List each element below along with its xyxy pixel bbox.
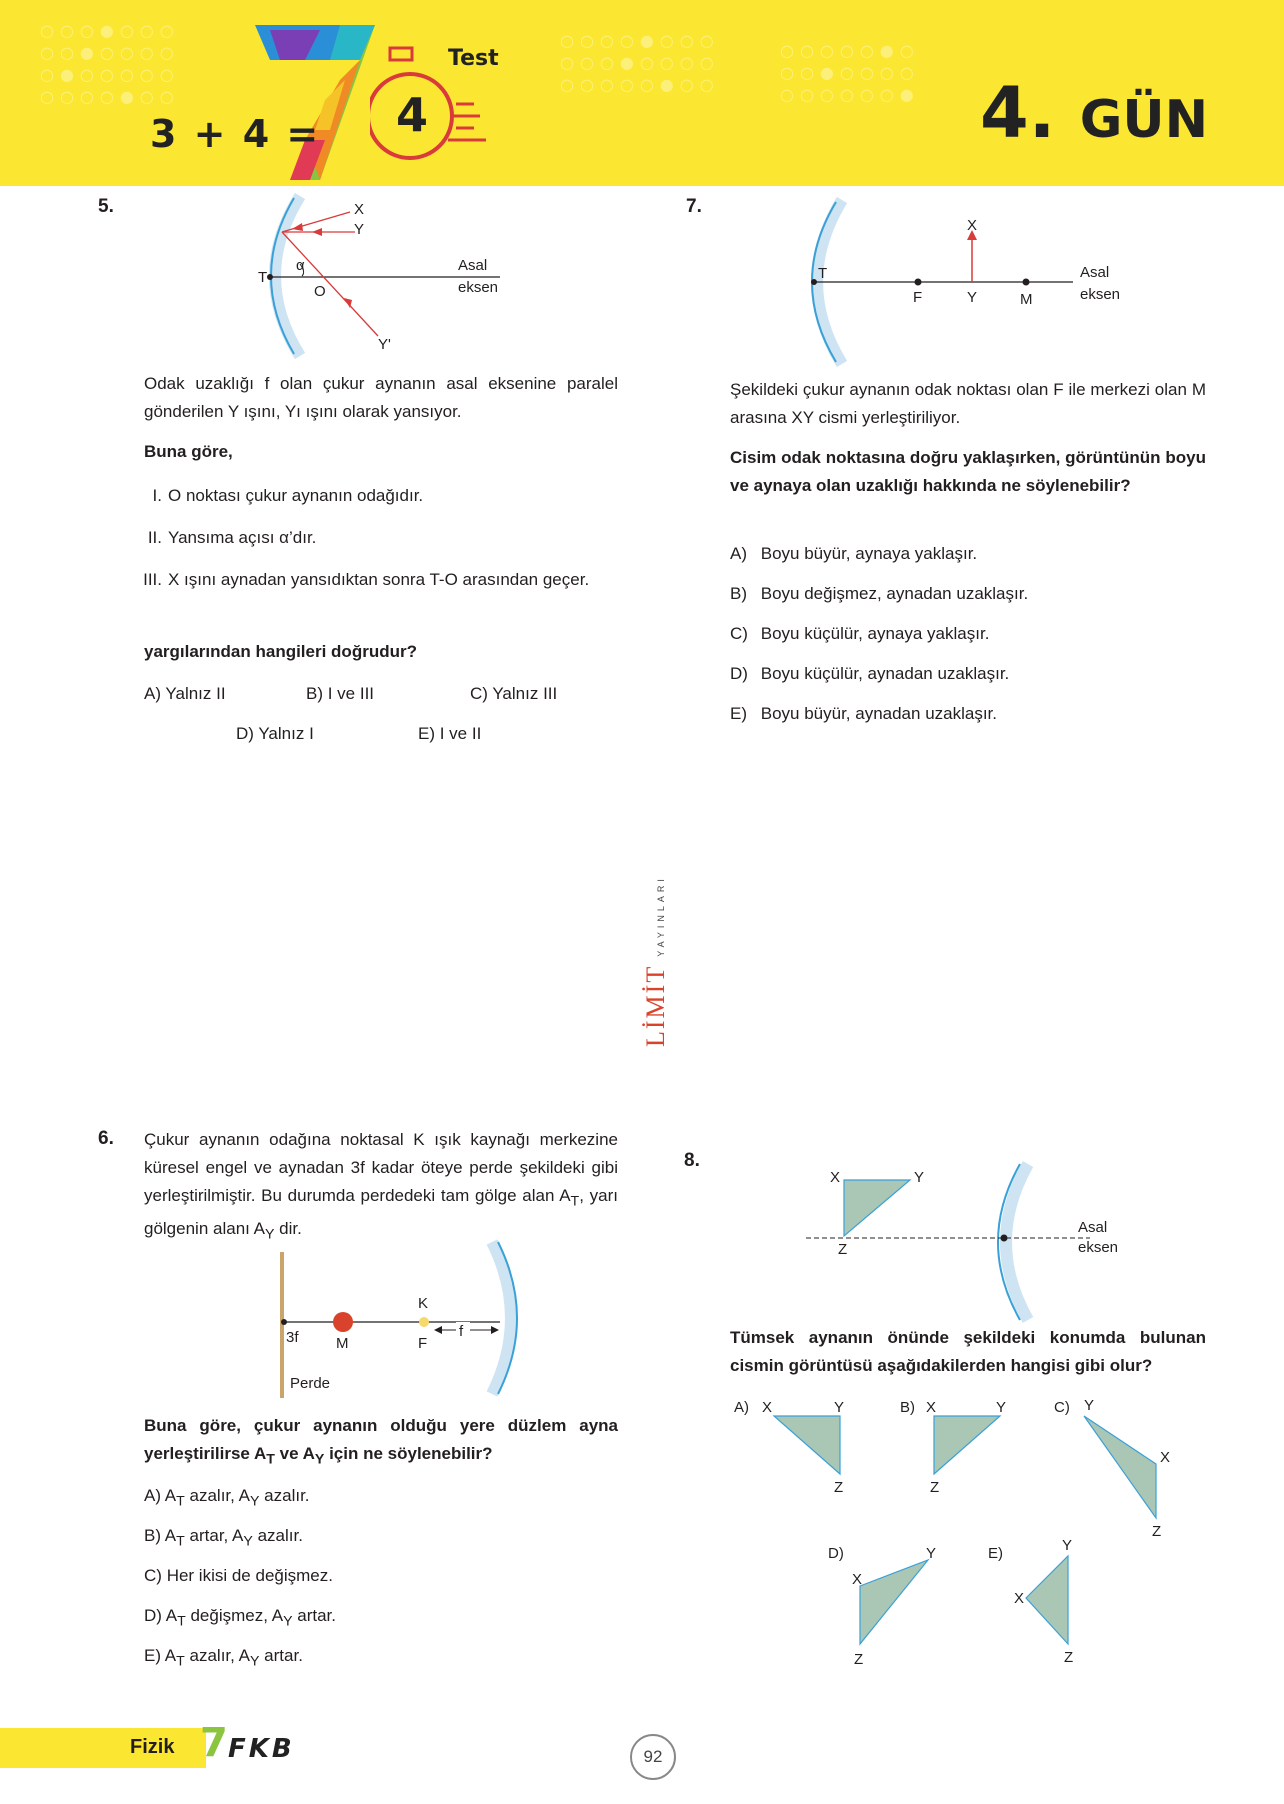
q8-option-b[interactable] [900,1399,1006,1496]
q8-fig-x: X [830,1169,841,1186]
day-word: GÜN [1079,90,1209,150]
q7-option-e[interactable]: E) Boyu büyür, aynadan uzaklaşır. [730,704,997,723]
q5-option-c[interactable]: C) Yalnız III [470,684,558,703]
q6-option-d[interactable]: D) $A_T$ değişmez, $A_Y$ artar. [144,1606,336,1630]
footer-seven-logo: 7 [200,1720,228,1766]
q6-fig-k: K [418,1295,429,1312]
q6-fig-f-point: F [418,1335,428,1352]
footer-brand-text: FKB [228,1734,295,1764]
q5-figure [250,196,530,356]
q5-fig-axis2: eksen [458,279,499,296]
svg-text:X: X [852,1571,863,1588]
svg-text:X: X [762,1399,773,1416]
q5-option-e[interactable]: E) I ve II [418,724,482,743]
q8-ask: Tümsek aynanın önünde şekildeki konumda bulunan cismin görüntüsü aşağıdakilerden hangisi gibi olur? [730,1328,1206,1375]
q5-fig-axis1: Asal [458,257,488,274]
svg-text:X: X [1014,1590,1025,1607]
q8-number: 8. [684,1150,700,1171]
q7-stem: Şekildeki çukur aynanın odak noktası olan F ile merkezi olan M arasına XY cismi yerleştiriliyor. [730,380,1206,427]
q5-fig-t: T [258,269,268,286]
test-number: 4 [396,88,429,142]
q6-figure [270,1238,530,1398]
q5-ask: yargılarından hangileri doğrudur? [144,642,417,661]
decor-dots: ○○○○○●○ ○○●○○○○ ○○○○○○● [780,41,920,104]
q8-option-a[interactable] [734,1399,844,1496]
q6-fig-f-distance: f [459,1323,464,1340]
q6-option-a[interactable]: A) $A_T$ azalır, $A_Y$ azalır. [144,1486,310,1510]
q6-ask: Buna göre, çukur aynanın olduğu yere düzlem ayna yerleştirilirse $A_T$ ve $A_Y$ için ne söylenebilir? [144,1416,618,1468]
svg-text:X: X [1160,1449,1171,1466]
q7-option-d[interactable]: D) Boyu küçülür, aynadan uzaklaşır. [730,664,1010,683]
q5-fig-y: Y [354,221,365,238]
q8-fig-axis2: eksen [1078,1239,1119,1256]
q6-number: 6. [98,1128,114,1149]
q8-option-c-label: C) [1054,1399,1070,1416]
q7-option-a[interactable]: A) Boyu büyür, aynaya yaklaşır. [730,544,978,563]
q8-figure [800,1160,1140,1330]
day-number: 4. [980,72,1056,154]
q6-option-e[interactable]: E) $A_T$ azalır, $A_Y$ artar. [144,1646,303,1670]
q8-option-c[interactable] [1054,1397,1170,1540]
q7-number: 7. [686,196,702,217]
q7-ask: Cisim odak noktasına doğru yaklaşırken, görüntünün boyu ve aynaya olan uzaklığı hakkında ne söylenebilir? [730,448,1206,495]
q7-option-b[interactable]: B) Boyu değişmez, aynadan uzaklaşır. [730,584,1029,603]
q7-fig-x: X [967,217,978,234]
svg-text:Y: Y [1084,1397,1095,1414]
q5-item: II. Yansıma açısı α’dır. [147,528,317,547]
publisher-sub: YAYINLARI [656,875,666,957]
publisher-name: LİMİT [641,965,670,1047]
q6-fig-m: M [336,1335,349,1352]
q8-fig-y: Y [914,1169,925,1186]
q5-item: III. X ışını aynadan yansıdıktan sonra T-O arasından geçer. [143,570,590,589]
q7-figure [798,200,1138,365]
q7-fig-f: F [913,289,923,306]
seven-logo [250,20,380,185]
q8-option-e-label: E) [988,1545,1003,1562]
q5-option-b[interactable]: B) I ve III [306,684,375,703]
svg-text:Z: Z [1152,1523,1162,1540]
svg-text:X: X [926,1399,937,1416]
q6-fig-perde: Perde [290,1375,331,1392]
svg-text:Z: Z [930,1479,940,1496]
q5-fig-yprime: Y' [378,336,391,353]
q6-option-b[interactable]: B) $A_T$ artar, $A_Y$ azalır. [144,1526,303,1550]
decor-dots: ○○○○●○○○ ○○○●○○○○ ○○○○○●○○ [560,31,720,94]
test-label: Test [448,46,499,71]
day-title [980,72,1208,154]
decor-dots: ○○○●○○○ ○○●○○○○ ○●○○○○○ ○○○○●○○ [40,21,180,106]
page-number: 92 [630,1734,676,1780]
q6-stem: Çukur aynanın odağına noktasal K ışık kaynağı merkezine küresel engel ve aynadan 3f kadar öteye perde şekildeki gibi yerleştirilmiştir. Bu durumda perdedeki tam gölge alan $A_T$, yarı gölgenin alanı $A_Y$ dir. [144,1130,618,1243]
q8-option-d[interactable] [828,1545,936,1668]
q5-lead: Buna göre, [144,442,233,461]
publisher-logo [636,850,676,1050]
footer-subject-band [0,1728,206,1768]
q8-fig-axis1: Asal [1078,1219,1108,1236]
q8-fig-z: Z [838,1241,848,1258]
q5-fig-x: X [354,201,365,218]
q5-fig-o: O [314,283,326,300]
svg-text:Y: Y [1062,1537,1073,1554]
q8-option-d-label: D) [828,1545,844,1562]
q7-fig-t: T [818,265,828,282]
q8-option-e[interactable] [988,1537,1073,1666]
footer-subject: Fizik [130,1736,175,1758]
q5-fig-alpha: α [296,257,305,274]
footer-brand [200,1720,320,1772]
q7-fig-m: M [1020,291,1033,308]
q7-option-c[interactable]: C) Boyu küçülür, aynaya yaklaşır. [730,624,990,643]
q8-option-a-label: A) [734,1399,749,1416]
svg-text:Z: Z [854,1651,864,1668]
q5-stem: Odak uzaklığı f olan çukur aynanın asal eksenine paralel gönderilen Y ışını, Yı ışını olarak yansıyor. [144,374,618,421]
q7-fig-y: Y [967,289,978,306]
svg-text:Y: Y [926,1545,937,1562]
svg-text:Z: Z [834,1479,844,1496]
q6-fig-3f: 3f [286,1329,299,1346]
q5-item: I. O noktası çukur aynanın odağıdır. [152,486,424,505]
q8-option-b-label: B) [900,1399,915,1416]
q7-fig-axis1: Asal [1080,264,1110,281]
q8-options-figure [730,1390,1200,1680]
q5-option-a[interactable]: A) Yalnız II [144,684,226,703]
svg-text:Y: Y [834,1399,845,1416]
q7-fig-axis2: eksen [1080,286,1121,303]
q5-option-d[interactable]: D) Yalnız I [236,724,314,743]
q5-number: 5. [98,196,114,217]
svg-text:Z: Z [1064,1649,1074,1666]
svg-text:Y: Y [996,1399,1007,1416]
header-equation: 3 + 4 = [150,112,321,156]
q6-option-c[interactable]: C) Her ikisi de değişmez. [144,1566,333,1585]
